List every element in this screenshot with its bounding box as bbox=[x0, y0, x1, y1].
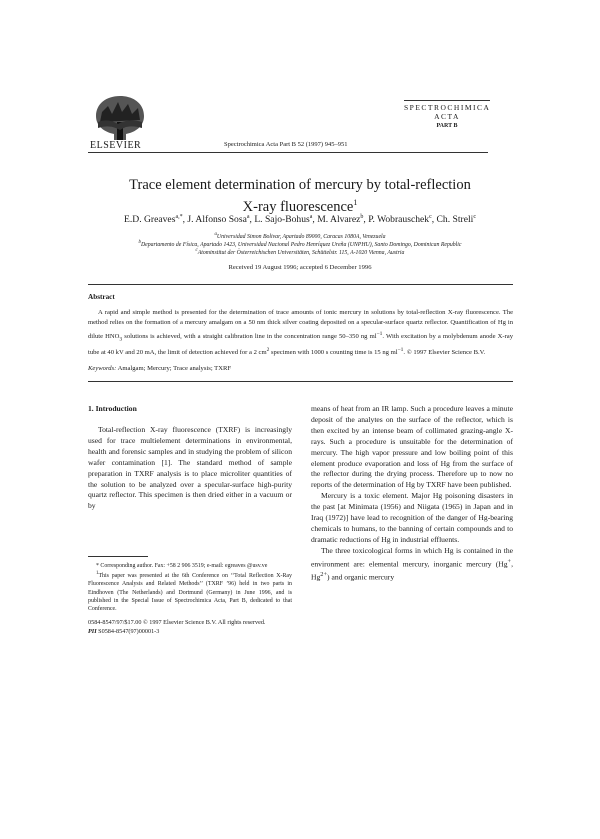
author-name: Ch. Streli bbox=[436, 214, 474, 226]
author-affiliation-marker: a bbox=[246, 214, 250, 220]
keywords-label: Keywords: bbox=[88, 365, 117, 372]
paper-title bbox=[88, 177, 512, 216]
author-affiliation-marker: c bbox=[473, 214, 476, 220]
journal-part: PART B bbox=[436, 123, 458, 129]
author-name: J. Alfonso Sosa bbox=[187, 214, 247, 226]
left-column bbox=[88, 425, 292, 512]
affiliation-marker: b bbox=[138, 240, 141, 245]
affiliation-marker: c bbox=[195, 248, 198, 253]
paragraph bbox=[311, 546, 513, 584]
abstract-top-rule bbox=[88, 284, 513, 285]
abstract-bottom-rule bbox=[88, 381, 513, 382]
pii-label: PII bbox=[88, 627, 97, 635]
section-heading: 1. Introduction bbox=[88, 404, 137, 413]
copyright-line: 0584-8547/97/$17.00 © 1997 Elsevier Science B.V. All rights reserved. bbox=[88, 619, 266, 626]
paragraph-segment: ) and organic mercury bbox=[327, 572, 395, 582]
affiliation-text: Universidad Simon Bolivar, Apartado 89000, Caracas 1080A, Venezuela bbox=[216, 233, 386, 240]
author-name: M. Alvarez bbox=[317, 214, 361, 226]
abstract-text bbox=[88, 308, 513, 358]
author-affiliation-marker: a,* bbox=[175, 214, 183, 220]
affiliation-marker: a bbox=[214, 232, 217, 237]
abstract-subscript: 3 bbox=[119, 336, 123, 343]
title-line2: X-ray fluorescence bbox=[242, 198, 354, 215]
keywords-text: Amalgam; Mercury; Trace analysis; TXRF bbox=[116, 365, 232, 372]
footnote-corresponding: * Corresponding author. Fax: +58 2 906 3519; e-mail: egreaves @usv.ve bbox=[96, 563, 268, 569]
publisher-name: ELSEVIER bbox=[90, 140, 142, 151]
footnotes bbox=[88, 562, 292, 613]
abstract-segment: . With excitation by a molybdenum anode X-ray tube at 40 kV and 20 mA, the limit of detection achieved for a 2 cm bbox=[88, 333, 513, 356]
paragraph-segment: The three toxicological forms in which Hg is contained in the environment are: elemental mercury, inorganic mercury (Hg bbox=[311, 545, 513, 569]
journal-logo-rule bbox=[404, 100, 490, 101]
abstract-segment: . © 1997 Elsevier Science B.V. bbox=[403, 348, 486, 356]
abstract-superscript: 2 bbox=[266, 346, 270, 353]
author-name: P. Wobrauschek bbox=[368, 214, 430, 226]
author-affiliation-marker: a bbox=[309, 214, 313, 220]
footnote-text: This paper was presented at the 6th Conference on ‘‘Total Reflection X-Ray Fluorescence Analysis and Related Methods’’ (TXRF ’96) held in two parts in Eindhoven (The Netherlands) and Dortmund (Germany) in June 1996, and is published in the Special Issue of Spectrochimica Acta, Part B, dedicated to that Conference. bbox=[88, 573, 292, 612]
abstract-segment: A rapid and simple method is presented for the determination of trace amounts of ionic mercury in solutions by total-reflection X-ray fluorescence. The method relies on the formation of a mercury amalgam on a 50 nm thick silver coating deposited on a specular-surface quartz reflector. Quantification of Hg in dilute HNO bbox=[88, 309, 513, 340]
footnote-rule bbox=[88, 556, 148, 557]
header-divider bbox=[88, 152, 488, 153]
footnote-marker: 1 bbox=[96, 571, 99, 577]
paragraph: Mercury is a toxic element. Major Hg poisoning disasters in the past [at Minimata (1956) and Niigata (1965) in Japan and in Iraq (1972)] have lead to recognition of the danger of Hg-bearing chemicals to humans, to the banning of certain compounds and to dramatic reductions of Hg in industrial effluents. bbox=[311, 491, 513, 544]
paragraph: Total-reflection X-ray fluorescence (TXRF) is increasingly used for trace multielement determinations in environmental, health and forensic samples and in studying the problem of silicon wafer contamination [1]. The standard method of sample preparation in TXRF analysis is to place microliter quantities of the solution to be analyzed over a specular-surface high-purity quartz reflector. This specimen is then dried either in a vacuum or by bbox=[88, 425, 292, 511]
received-dates: Received 19 August 1996; accepted 6 December 1996 bbox=[228, 264, 372, 271]
journal-logo-line2: ACTA bbox=[434, 112, 460, 121]
affiliation-text: Atominstitut der Österreichischen Universitäten, Schüttelstr. 115, A-1020 Vienna, Austria bbox=[197, 249, 405, 256]
author-affiliation-marker: c bbox=[429, 214, 432, 220]
abstract-heading: Abstract bbox=[88, 293, 115, 301]
pii-line bbox=[88, 628, 513, 637]
abstract-segment: solutions is achieved, with a straight calibration line in the concentration range 50–350 ng ml bbox=[122, 333, 377, 340]
footnote-1 bbox=[88, 570, 292, 613]
author-name: E.D. Greaves bbox=[124, 214, 176, 226]
journal-logo bbox=[404, 100, 490, 129]
title-line1: Trace element determination of mercury by total-reflection bbox=[129, 177, 471, 193]
author-name: L. Sajo-Bohus bbox=[254, 214, 310, 226]
ion-charge: 2+ bbox=[320, 571, 328, 579]
author-list: E.D. Greaves$^{a,*}$, J. Alfonso Sosa$^a$, L. Sajo-Bohus$^a$, M. Alvarez$^b$, P. Wobrauschek$^c$, Ch. Streli$^c$ bbox=[124, 214, 476, 226]
author-affiliation-marker: b bbox=[360, 214, 364, 220]
affiliation-c bbox=[70, 247, 530, 257]
abstract-segment: specimen with 1000 s counting time is 15 ng ml bbox=[269, 348, 398, 356]
abstract-superscript: −1 bbox=[376, 330, 383, 337]
abstract-superscript: −1 bbox=[397, 346, 404, 353]
affiliation-text: Departamento de Física, Apartado 1423, Universidad Nacional Pedro Henríquez Ureña (UNPHU), Santo Domingo, Dominican Republic bbox=[140, 241, 462, 248]
journal-citation: Spectrochimica Acta Part B 52 (1997) 945–951 bbox=[224, 141, 348, 148]
title-footnote-marker: 1 bbox=[353, 198, 358, 207]
keywords bbox=[88, 365, 513, 372]
ion-charge: + bbox=[507, 557, 512, 565]
right-column bbox=[311, 404, 513, 584]
paragraph-segment: , Hg bbox=[311, 559, 513, 582]
pii-value: S0584-8547(97)00001-3 bbox=[96, 627, 160, 635]
copyright-block bbox=[88, 619, 513, 636]
journal-logo-line1: SPECTROCHIMICA bbox=[404, 103, 491, 112]
paragraph: means of heat from an IR lamp. Such a procedure leaves a minute deposit of the analytes on the surface of the reflector, which is then excited by an intense beam of collimated grazing-angle X-rays. Such a procedure is unsuitable for the determination of mercury. The high vapor pressure and low boiling point of this element produce evaporation and loss of Hg from the surface of the reflector during the drying process. Therefore up to now no reports of the determination of Hg by TXRF have been published. bbox=[311, 404, 513, 490]
